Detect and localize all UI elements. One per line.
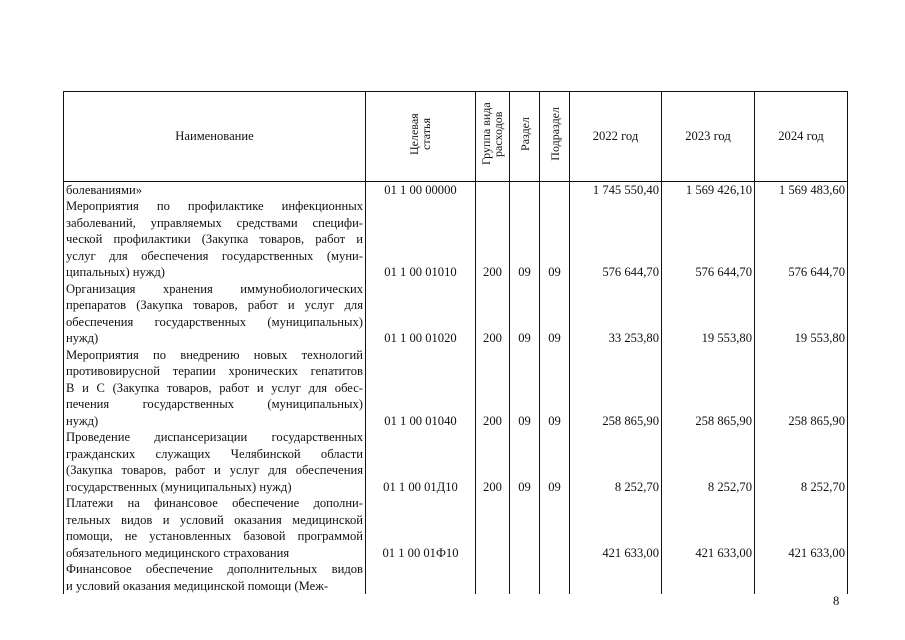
header-name: Наименование bbox=[64, 92, 366, 182]
row-subsection: 09 bbox=[540, 347, 570, 430]
row-name-line: Платежи на финансовое обеспечение дополни- bbox=[66, 496, 363, 510]
row-name-line: Мероприятия по внедрению новых технологий bbox=[66, 347, 363, 362]
row-name bbox=[64, 429, 366, 495]
row-value-2022: 421 633,00 bbox=[570, 495, 662, 561]
row-expense-group: 200 bbox=[476, 281, 510, 347]
row-name-line: государственных (муниципальных) нужд) bbox=[66, 479, 292, 494]
row-name-line: гражданских служащих Челябинской области bbox=[66, 446, 363, 461]
table-row bbox=[64, 281, 848, 347]
row-name-line: и условий оказания медицинской помощи (Меж- bbox=[66, 578, 329, 593]
row-expense-group bbox=[476, 495, 510, 561]
table-row bbox=[64, 495, 848, 561]
row-value-2024: 1 569 483,60 bbox=[755, 181, 848, 198]
header-2022: 2022 год bbox=[570, 92, 662, 182]
row-name-line: противовирусной терапии хронических гепатитов bbox=[66, 364, 363, 378]
row-value-2022: 258 865,90 bbox=[570, 347, 662, 430]
row-target-code bbox=[366, 561, 476, 594]
row-section bbox=[510, 495, 540, 561]
row-subsection: 09 bbox=[540, 281, 570, 347]
row-name-line: болеваниями» bbox=[66, 182, 143, 197]
row-section bbox=[510, 561, 540, 594]
row-target-code: 01 1 00 01040 bbox=[366, 347, 476, 430]
row-name-line: Организация хранения иммунобиологических bbox=[66, 281, 363, 296]
header-target: Целевая статья bbox=[366, 92, 476, 182]
table-row bbox=[64, 429, 848, 495]
row-section: 09 bbox=[510, 429, 540, 495]
row-value-2024: 421 633,00 bbox=[755, 495, 848, 561]
row-value-2024 bbox=[755, 561, 848, 594]
row-name bbox=[64, 281, 366, 347]
row-name-line: В и С (Закупка товаров, работ и услуг для обес- bbox=[66, 380, 363, 395]
row-name-line: тельных видов и условий оказания медицинской bbox=[66, 512, 363, 527]
row-section: 09 bbox=[510, 347, 540, 430]
table-row bbox=[64, 561, 848, 594]
row-name-line: Мероприятия по профилактике инфекционных bbox=[66, 199, 363, 213]
row-name bbox=[64, 181, 366, 198]
row-name-line: помощи, не установленных базовой программой bbox=[66, 529, 363, 543]
row-target-code: 01 1 00 01Ф10 bbox=[366, 495, 476, 561]
row-name-line: печения государственных (муниципальных) bbox=[66, 397, 363, 411]
row-target-code: 01 1 00 01010 bbox=[366, 198, 476, 281]
row-name-line: обязательного медицинского страхования bbox=[66, 545, 290, 560]
header-subsection: Подраздел bbox=[540, 92, 570, 182]
budget-table bbox=[63, 91, 848, 594]
row-expense-group: 200 bbox=[476, 429, 510, 495]
row-value-2023: 8 252,70 bbox=[662, 429, 755, 495]
row-value-2023: 421 633,00 bbox=[662, 495, 755, 561]
row-target-code: 01 1 00 01020 bbox=[366, 281, 476, 347]
row-value-2023: 1 569 426,10 bbox=[662, 181, 755, 198]
row-section bbox=[510, 181, 540, 198]
table-row bbox=[64, 347, 848, 430]
row-value-2023: 19 553,80 bbox=[662, 281, 755, 347]
header-2024: 2024 год bbox=[755, 92, 848, 182]
row-subsection: 09 bbox=[540, 429, 570, 495]
row-name-line: (Закупка товаров, работ и услуг для обеспечения bbox=[66, 463, 363, 477]
row-name-line: нужд) bbox=[66, 413, 99, 428]
page-number: 8 bbox=[833, 594, 840, 608]
row-subsection bbox=[540, 181, 570, 198]
row-target-code: 01 1 00 00000 bbox=[366, 181, 476, 198]
row-name-line: заболеваний, управляемых средствами специфи- bbox=[66, 215, 363, 230]
row-name bbox=[64, 561, 366, 594]
row-name-line: ципальных) нужд) bbox=[66, 265, 165, 279]
row-value-2024: 576 644,70 bbox=[755, 198, 848, 281]
row-section: 09 bbox=[510, 198, 540, 281]
table-header-row bbox=[64, 92, 848, 182]
row-name-line: услуг для обеспечения государственных (муни- bbox=[66, 248, 363, 263]
row-value-2022: 33 253,80 bbox=[570, 281, 662, 347]
row-expense-group bbox=[476, 181, 510, 198]
row-value-2024: 258 865,90 bbox=[755, 347, 848, 430]
row-expense-group: 200 bbox=[476, 347, 510, 430]
row-value-2024: 19 553,80 bbox=[755, 281, 848, 347]
row-section: 09 bbox=[510, 281, 540, 347]
row-subsection: 09 bbox=[540, 198, 570, 281]
row-name-line: нужд) bbox=[66, 331, 99, 345]
row-value-2024: 8 252,70 bbox=[755, 429, 848, 495]
header-2023: 2023 год bbox=[662, 92, 755, 182]
row-subsection bbox=[540, 495, 570, 561]
row-expense-group: 200 bbox=[476, 198, 510, 281]
row-name bbox=[64, 495, 366, 561]
row-value-2023: 258 865,90 bbox=[662, 347, 755, 430]
row-value-2022: 1 745 550,40 bbox=[570, 181, 662, 198]
row-subsection bbox=[540, 561, 570, 594]
header-group: Группа вида расходов bbox=[476, 92, 510, 182]
row-name-line: ческой профилактики (Закупка товаров, работ и bbox=[66, 232, 363, 246]
row-name-line: препаратов (Закупка товаров, работ и услуг для bbox=[66, 298, 363, 312]
row-name bbox=[64, 347, 366, 430]
row-value-2022: 8 252,70 bbox=[570, 429, 662, 495]
row-value-2023 bbox=[662, 561, 755, 594]
row-expense-group bbox=[476, 561, 510, 594]
row-name-line: Финансовое обеспечение дополнительных видов bbox=[66, 562, 363, 576]
header-section: Раздел bbox=[510, 92, 540, 182]
row-value-2023: 576 644,70 bbox=[662, 198, 755, 281]
row-name bbox=[64, 198, 366, 281]
row-target-code: 01 1 00 01Д10 bbox=[366, 429, 476, 495]
table-row bbox=[64, 181, 848, 198]
row-name-line: обеспечения государственных (муниципальных) bbox=[66, 314, 363, 329]
row-value-2022 bbox=[570, 561, 662, 594]
row-name-line: Проведение диспансеризации государственных bbox=[66, 430, 363, 444]
row-value-2022: 576 644,70 bbox=[570, 198, 662, 281]
table-row bbox=[64, 198, 848, 281]
